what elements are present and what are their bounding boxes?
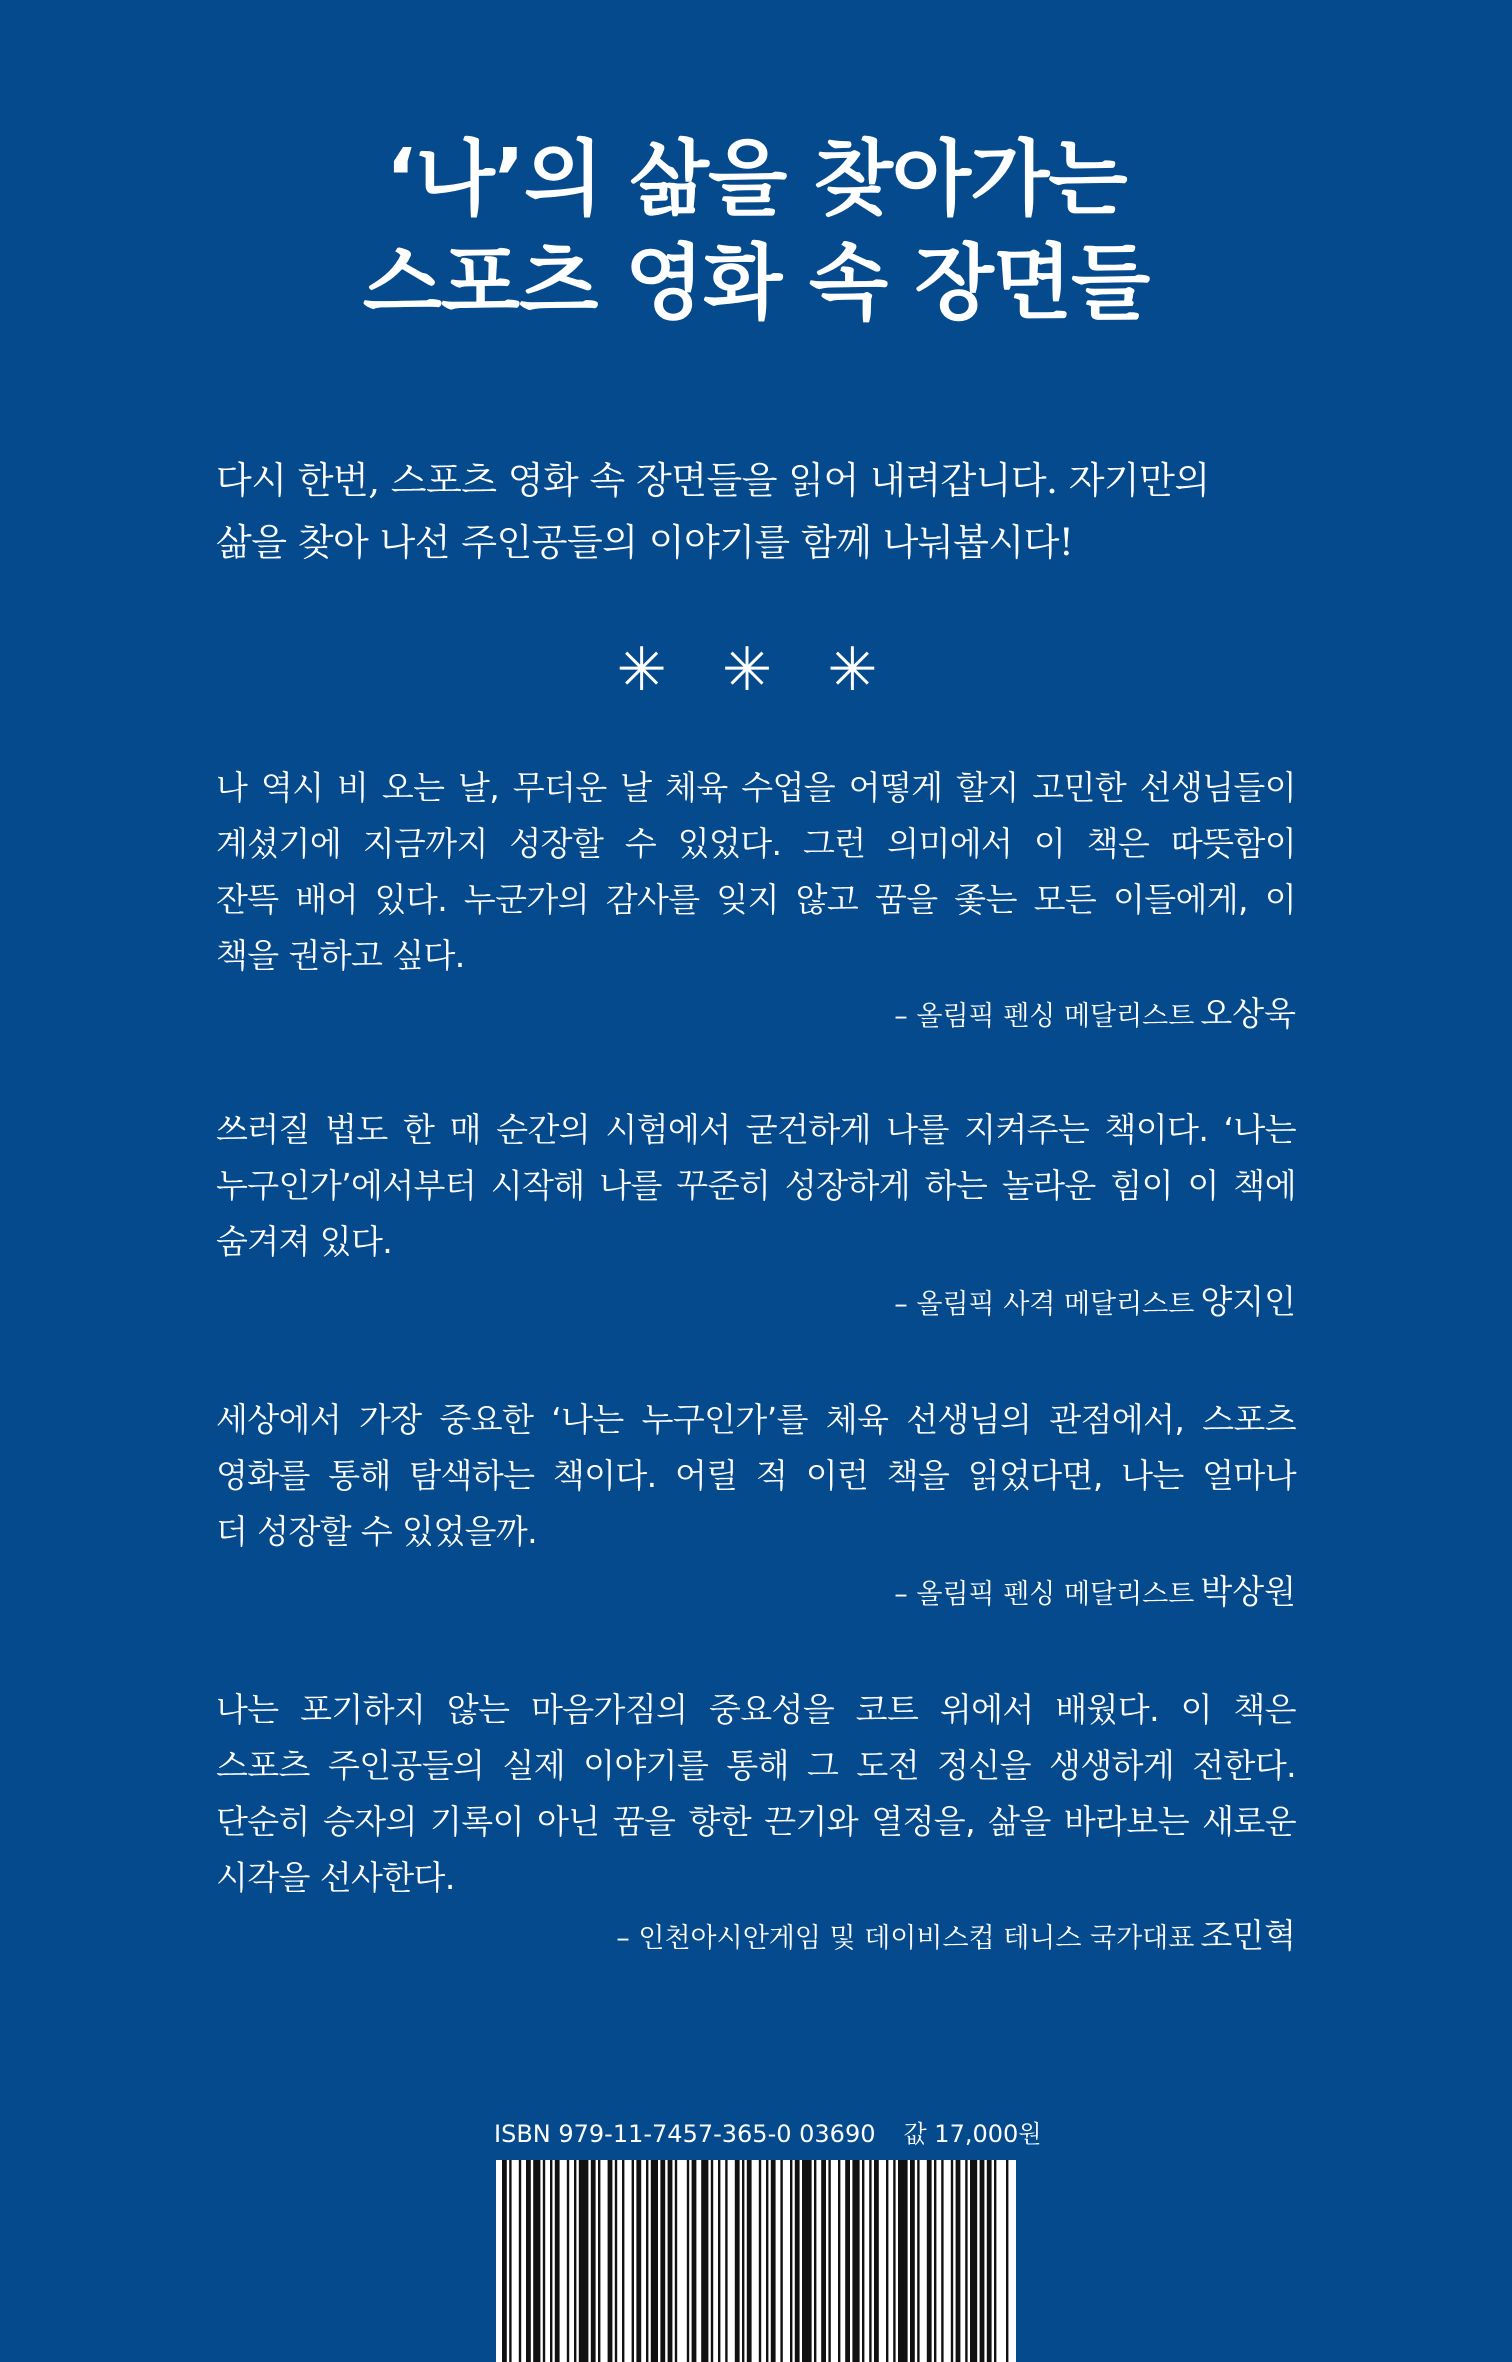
isbn-line [494,2118,1041,2150]
intro-text [216,450,1296,574]
barcode-bar [965,2160,967,2362]
attribution-name: 조민혁 [1200,1916,1296,1955]
barcode-bar [735,2160,740,2362]
attribution-role: – 올림픽 펜싱 메달리스트 [894,1001,1195,1032]
barcode-bar [687,2160,689,2362]
barcode-bar [502,2160,507,2362]
intro-line-1: 다시 한번, 스포츠 영화 속 장면들을 읽어 내려갑니다. 자기만의 [216,459,1210,502]
barcode-bar [651,2160,658,2362]
barcode-bar [636,2160,641,2362]
barcode-bar [771,2160,776,2362]
endorsement-1 [216,760,1296,984]
barcode-bar [608,2160,613,2362]
barcode-bar [910,2160,915,2362]
barcode-bar [828,2160,830,2362]
endorsement-line: 세상에서 가장 중요한 ‘나는 누구인가’를 체육 선생님의 관점에서, 스포츠 [216,1400,1296,1439]
barcode-bar [814,2160,816,2362]
barcode-bar [780,2160,782,2362]
barcode-bar [970,2160,977,2362]
barcode-bar [934,2160,936,2362]
barcode-bar [711,2160,713,2362]
attribution-role: – 올림픽 펜싱 메달리스트 [894,1579,1195,1610]
barcode-bar [692,2160,697,2362]
attribution-name: 오상욱 [1200,994,1296,1033]
barcode-bar [874,2160,879,2362]
endorsement-3-attribution [894,1570,1296,1617]
barcode-bar [917,2160,919,2362]
intro-line-2: 삶을 찾아 나선 주인공들의 이야기를 함께 나눠봅시다! [216,521,1074,564]
barcode-bar [675,2160,677,2362]
attribution-role: – 인천아시안게임 및 데이비스컵 테니스 국가대표 [616,1923,1195,1954]
barcode-bar [1006,2160,1008,2362]
endorsement-line: 계셨기에 지금까지 성장할 수 있었다. 그런 의미에서 이 책은 따뜻함이 [216,824,1296,863]
barcode-bar [509,2160,511,2362]
barcode-bar [550,2160,552,2362]
barcode-bar [533,2160,540,2362]
endorsement-2-attribution [894,1280,1296,1327]
barcode-bar [543,2160,545,2362]
isbn-code: ISBN 979-11-7457-365-0 03690 [494,2120,876,2148]
barcode-bar [574,2160,576,2362]
barcode-bar [795,2160,800,2362]
attribution-role: – 올림픽 사격 메달리스트 [894,1289,1195,1320]
asterisk-divider-icon: ✳ ✳ ✳ [616,635,896,705]
endorsement-line: 잔뜩 배어 있다. 누군가의 감사를 잊지 않고 꿈을 좇는 모든 이들에게, 이 [216,880,1296,919]
barcode-bar [994,2160,996,2362]
barcode-bar [632,2160,634,2362]
barcode-bar [951,2160,953,2362]
barcode-bar [646,2160,648,2362]
barcode-bar [802,2160,812,2362]
barcode-bar [615,2160,617,2362]
endorsement-line: 더 성장할 수 있었을까. [216,1512,538,1551]
barcode [496,2160,1016,2362]
endorsement-line: 쓰러질 법도 한 매 순간의 시험에서 굳건하게 나를 지켜주는 책이다. ‘나는 [216,1110,1296,1149]
endorsement-line: 영화를 통해 탐색하는 책이다. 어릴 적 이런 책을 읽었다면, 나는 얼마나 [216,1456,1296,1495]
attribution-name: 박상원 [1200,1572,1296,1611]
barcode-bar [701,2160,708,2362]
barcode-icon [496,2160,1016,2362]
barcode-bar [956,2160,961,2362]
barcode-bar [526,2160,531,2362]
barcode-bar [759,2160,761,2362]
barcode-bar [555,2160,560,2362]
barcode-bar [987,2160,992,2362]
endorsement-4-attribution [616,1914,1296,1961]
endorsement-line: 스포츠 주인공들의 실제 이야기를 통해 그 도전 정신을 생생하게 전한다. [216,1746,1296,1785]
barcode-bar [886,2160,888,2362]
barcode-bar [869,2160,871,2362]
cover-title [0,128,1512,336]
barcode-bar [898,2160,908,2362]
endorsement-line: 숨겨져 있다. [216,1222,393,1261]
attribution-name: 양지인 [1200,1282,1296,1321]
endorsement-line: 나는 포기하지 않는 마음가짐의 중요성을 코트 위에서 배웠다. 이 책은 [216,1690,1296,1729]
barcode-bar [893,2160,895,2362]
barcode-bar [660,2160,665,2362]
barcode-bar [941,2160,943,2362]
barcode-bar [838,2160,840,2362]
barcode-bar [668,2160,673,2362]
barcode-bar [567,2160,569,2362]
endorsement-line: 책을 권하고 싶다. [216,936,465,975]
barcode-bar [862,2160,864,2362]
barcode-bar [747,2160,752,2362]
price-label: 값 17,000원 [903,2120,1042,2148]
endorsement-2 [216,1102,1296,1270]
endorsement-1-attribution [894,992,1296,1039]
barcode-bar [980,2160,985,2362]
endorsement-line: 시각을 선사한다. [216,1858,455,1897]
endorsement-line: 나 역시 비 오는 날, 무더운 날 체육 수업을 어떻게 할지 고민한 선생님들이 [216,768,1296,807]
barcode-bar [845,2160,850,2362]
endorsement-line: 누구인가’에서부터 시작해 나를 꾸준히 성장하게 하는 놀라운 힘이 이 책에 [216,1166,1296,1205]
endorsement-line: 단순히 승자의 기록이 아닌 꿈을 향한 끈기와 열정을, 삶을 바라보는 새로운 [216,1802,1296,1841]
barcode-bar [790,2160,792,2362]
barcode-bar [821,2160,826,2362]
barcode-bar [622,2160,624,2362]
barcode-bar [742,2160,744,2362]
barcode-bar [718,2160,720,2362]
endorsement-3 [216,1392,1296,1560]
barcode-bar [766,2160,768,2362]
endorsement-4 [216,1682,1296,1906]
barcode-bar [852,2160,859,2362]
title-line-1: ‘나’의 삶을 찾아가는 [385,132,1127,227]
barcode-bar [591,2160,596,2362]
barcode-bar [579,2160,589,2362]
barcode-bar [927,2160,932,2362]
title-line-2: 스포츠 영화 속 장면들 [362,236,1150,331]
barcode-bar [519,2160,521,2362]
barcode-bar [598,2160,600,2362]
barcode-bar [725,2160,727,2362]
